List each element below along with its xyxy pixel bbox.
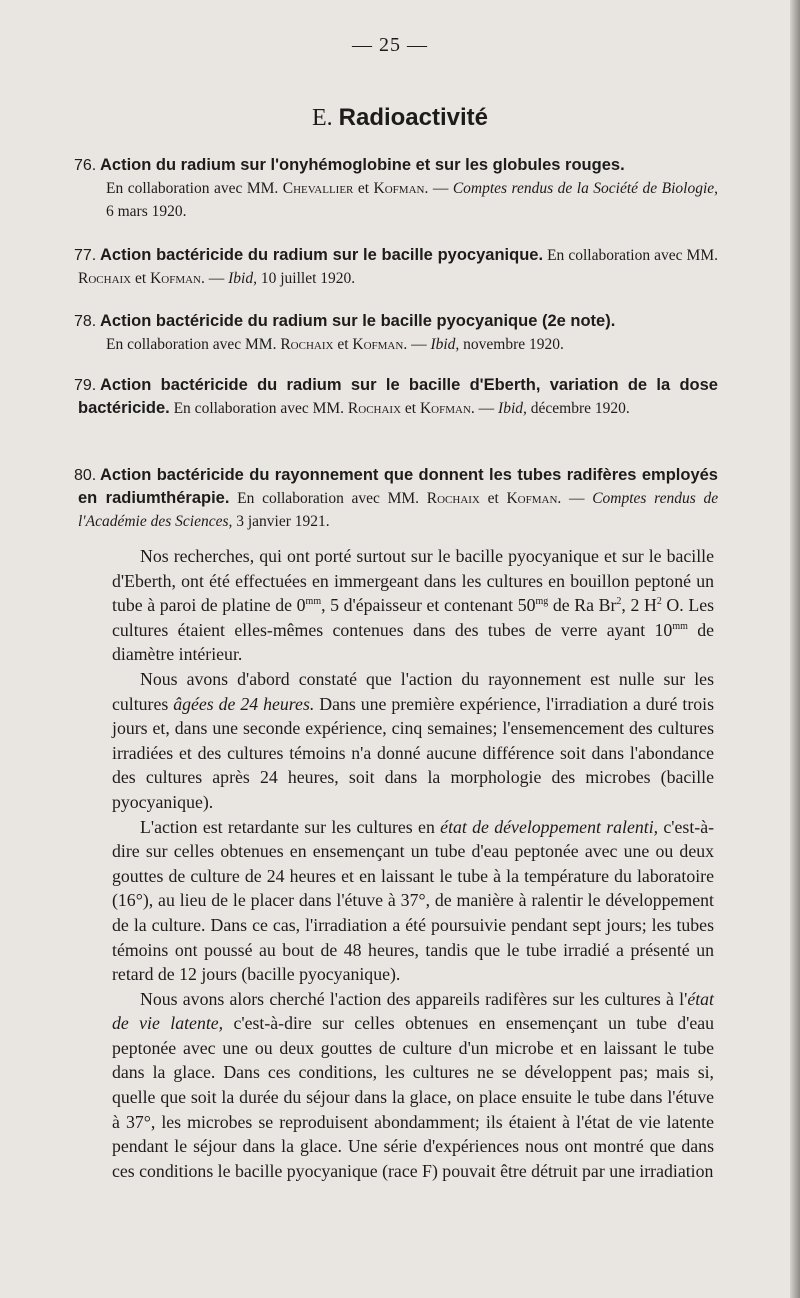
- italic-text: âgées de 24 heures.: [173, 693, 315, 714]
- journal-name: Ibid,: [228, 270, 257, 287]
- entry-date: 3 janvier 1921.: [236, 513, 330, 530]
- paragraph: [112, 544, 714, 667]
- author-name: Kofman: [506, 490, 558, 507]
- author-name: Chevallier: [282, 180, 354, 197]
- entry-citation: [78, 333, 718, 356]
- entry-number: 80.: [74, 467, 97, 484]
- section-title: Radioactivité: [338, 104, 489, 131]
- conjunction: et: [135, 270, 147, 287]
- collab-text: En collaboration avec MM.: [547, 247, 718, 264]
- entry-number: 77.: [74, 247, 97, 264]
- journal-name: Ibid,: [498, 400, 527, 417]
- separator: . —: [424, 180, 449, 197]
- conjunction: et: [357, 180, 370, 197]
- entry-number: 76.: [74, 157, 97, 174]
- journal-name: Ibid,: [430, 336, 460, 353]
- superscript: 2: [616, 596, 622, 608]
- entry-title: Action du radium sur l'onyhémoglobine et sur les globules rouges.: [100, 156, 625, 174]
- paragraph: [112, 815, 714, 987]
- italic-text: état de développement ralenti,: [440, 816, 659, 837]
- bibliography-entry: [74, 310, 718, 356]
- text-run: L'action est retardante sur les cultures en: [140, 816, 441, 837]
- text-run: de diamètre intérieur.: [112, 619, 714, 665]
- author-name: Rochaix: [426, 490, 480, 507]
- conjunction: et: [337, 336, 349, 353]
- entry-date: 10 juillet 1920.: [260, 270, 356, 287]
- collab-text: En collaboration avec MM.: [237, 490, 420, 507]
- bibliography-entry: [74, 374, 718, 420]
- text-run: Nos recherches, qui ont porté surtout sur le bacille pyocyanique et sur le bacille d'Eberth, ont été effectuées en immergeant dans les cultures en bouillon peptoné un tube à paroi de platine de 0: [112, 546, 714, 616]
- superscript: mm: [305, 596, 322, 608]
- collab-text: En collaboration avec MM.: [106, 336, 277, 353]
- entry-number: 79.: [74, 377, 97, 394]
- conjunction: et: [404, 400, 417, 417]
- paragraph: [112, 987, 714, 1184]
- text-run: , 2 H: [621, 595, 657, 616]
- separator: . —: [403, 336, 427, 353]
- entry-title: Action bactéricide du radium sur le bacille pyocyanique (2e note).: [100, 312, 616, 330]
- collab-text: En collaboration avec MM.: [106, 180, 279, 197]
- entry-number: 78.: [74, 313, 97, 330]
- entry-title: Action bactéricide du radium sur le bacille d'Eberth, variation de la dose bactéricide.: [78, 376, 718, 417]
- journal-name: Comptes rendus de la Société de Biologie,: [452, 180, 719, 197]
- text-run: Nous avons d'abord constaté que l'action du rayonnement est nulle sur les cultures: [112, 668, 714, 714]
- journal-name: Comptes rendus de l'Académie des Sciences,: [78, 490, 719, 530]
- author-name: Kofman: [373, 180, 425, 197]
- text-run: de Ra Br: [548, 595, 617, 616]
- author-name: Rochaix: [280, 336, 334, 353]
- entry-date: 6 mars 1920.: [106, 203, 187, 220]
- author-name: Rochaix: [78, 270, 132, 287]
- author-name: Kofman: [352, 336, 404, 353]
- author-name: Kofman: [150, 270, 201, 287]
- entry-title: Action bactéricide du rayonnement que donnent les tubes radifères employés en radiumthérapie.: [78, 466, 718, 507]
- separator: . —: [201, 270, 225, 287]
- text-run: O. Les cultures étaient elles-mêmes contenues dans des tubes de verre ayant 10: [112, 595, 715, 640]
- collab-text: En collaboration avec MM.: [173, 400, 345, 417]
- italic-text: état de vie latente,: [112, 988, 714, 1034]
- page-edge-shadow: [790, 0, 800, 1298]
- text-run: c'est-à-dire sur celles obtenues en ensemençant un tube d'eau peptonée avec une ou deux gouttes de culture d'un microbe et en laissant le tube dans la glace. Dans ces conditions, les cultures ne se développent pas; mais si, quelle que soit la durée du séjour dans la glace, on place ensuite le tube dans l'étuve à 37°, les microbes se reproduisent abondamment; ils étaient à l'état de vie latente pendant le séjour dans la glace. Une série d'expériences nous ont montré que dans ces conditions le bacille pyocyanique (race F) pouvait être détruit par une irradiation: [112, 1013, 715, 1181]
- author-name: Kofman: [419, 400, 471, 417]
- author-name: Rochaix: [347, 400, 402, 417]
- bibliography-entry: [74, 154, 719, 223]
- conjunction: et: [487, 490, 499, 507]
- entry-title: Action bactéricide du radium sur le bacille pyocyanique.: [100, 246, 544, 264]
- page-number: — 25 —: [352, 34, 428, 56]
- text-run: , 5 d'épaisseur et contenant 50: [321, 595, 536, 616]
- section-letter: E.: [311, 105, 333, 131]
- bibliography-entry: [74, 244, 718, 290]
- text-run: Nous avons alors cherché l'action des appareils radifères sur les cultures à l': [140, 988, 688, 1009]
- entry-date: décembre 1920.: [530, 400, 630, 417]
- superscript: 2: [656, 596, 662, 608]
- separator: . —: [470, 400, 495, 417]
- text-run: c'est-à-dire sur celles obtenues en ensemençant un tube d'eau peptonée avec une ou deux gouttes de culture de 24 heures et en laissant le tube à la température du laboratoire (16°), au lieu de le placer dans l'étuve à 37°, de manière à ralentir le développement de la culture. Dans ce cas, l'irradiation a été poursuivie pendant sept jours; les tubes témoins ont poussé au bout de 48 heures, tandis que le tube irradié a présenté un retard de 12 jours (bacille pyocyanique).: [112, 816, 715, 985]
- bibliography-entry: [74, 464, 719, 533]
- paragraph: [112, 667, 714, 815]
- separator: . —: [557, 490, 585, 507]
- superscript: mg: [535, 596, 549, 608]
- section-heading: [0, 104, 800, 132]
- body-text: [112, 544, 714, 1183]
- superscript: mm: [672, 620, 688, 632]
- entry-date: novembre 1920.: [463, 336, 564, 353]
- text-run: Dans une première expérience, l'irradiation a duré trois jours et, dans une seconde expérience, cinq semaines; l'ensemencement des cultures irradiées et des cultures témoins n'a donné aucune différence soit dans l'abondance des cultures après 24 heures, soit dans la morphologie des microbes (bacille pyocyanique).: [112, 693, 715, 812]
- entry-citation: [78, 177, 718, 223]
